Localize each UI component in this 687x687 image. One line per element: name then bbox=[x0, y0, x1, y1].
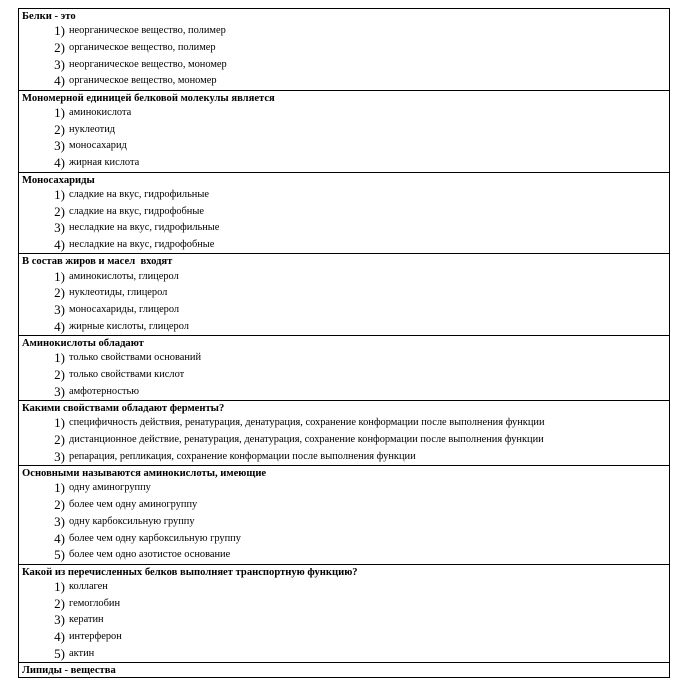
question-text: Основными называются аминокислоты, имеющие bbox=[22, 468, 267, 480]
option-text: более чем одну карбоксильную группу bbox=[69, 532, 241, 544]
option-number: 1) bbox=[54, 578, 65, 594]
answer-option bbox=[19, 645, 669, 662]
answer-option bbox=[19, 530, 669, 547]
answer-option bbox=[19, 367, 669, 384]
option-number: 3) bbox=[54, 448, 65, 464]
option-number: 2) bbox=[54, 497, 65, 513]
option-number: 3) bbox=[54, 56, 65, 72]
question-block bbox=[19, 401, 669, 466]
option-number: 3) bbox=[54, 138, 65, 154]
answer-option bbox=[19, 595, 669, 612]
option-number: 5) bbox=[54, 547, 65, 563]
option-text: кератин bbox=[69, 614, 104, 626]
answer-option bbox=[19, 497, 669, 514]
option-text: жирные кислоты, глицерол bbox=[69, 320, 189, 332]
answer-option bbox=[19, 203, 669, 220]
option-number: 1) bbox=[54, 350, 65, 366]
option-number: 3) bbox=[54, 513, 65, 529]
answer-option bbox=[19, 432, 669, 449]
option-number: 1) bbox=[54, 268, 65, 284]
option-number: 3) bbox=[54, 612, 65, 628]
option-text: органическое вещество, мономер bbox=[69, 75, 217, 87]
answer-option bbox=[19, 629, 669, 646]
answer-option bbox=[19, 105, 669, 122]
option-number: 4) bbox=[54, 155, 65, 171]
option-text: более чем одно азотистое основание bbox=[69, 549, 231, 561]
option-number: 1) bbox=[54, 480, 65, 496]
option-number: 5) bbox=[54, 645, 65, 661]
answer-option bbox=[19, 187, 669, 204]
answer-option bbox=[19, 121, 669, 138]
answer-option bbox=[19, 73, 669, 90]
question-text: Какой из перечисленных белков выполняет транспортную функцию? bbox=[22, 566, 358, 578]
option-text: интерферон bbox=[69, 630, 122, 642]
option-text: сладкие на вкус, гидрофобные bbox=[69, 205, 204, 217]
quiz-table bbox=[18, 8, 670, 678]
option-text: несладкие на вкус, гидрофобные bbox=[69, 238, 215, 250]
answer-option bbox=[19, 547, 669, 564]
option-text: моносахарид bbox=[69, 140, 127, 152]
option-text: неорганическое вещество, мономер bbox=[69, 58, 227, 70]
answer-option bbox=[19, 40, 669, 57]
question-block bbox=[19, 466, 669, 564]
answer-option bbox=[19, 318, 669, 335]
option-text: неорганическое вещество, полимер bbox=[69, 25, 226, 37]
option-number: 3) bbox=[54, 383, 65, 399]
option-text: гемоглобин bbox=[69, 597, 121, 609]
option-text: моносахариды, глицерол bbox=[69, 303, 180, 315]
answer-option bbox=[19, 514, 669, 531]
answer-option bbox=[19, 237, 669, 254]
answer-option bbox=[19, 612, 669, 629]
option-number: 4) bbox=[54, 73, 65, 89]
option-number: 2) bbox=[54, 595, 65, 611]
option-text: аминокислота bbox=[69, 107, 132, 119]
option-number: 4) bbox=[54, 628, 65, 644]
option-text: дистанционное действие, ренатурация, денатурация, сохранение конформации после выполнения функции bbox=[69, 434, 544, 446]
answer-option bbox=[19, 579, 669, 596]
answer-option bbox=[19, 155, 669, 172]
option-text: репарация, репликация, сохранение конформации после выполнения функции bbox=[69, 450, 416, 462]
answer-option bbox=[19, 285, 669, 302]
option-text: сладкие на вкус, гидрофильные bbox=[69, 188, 209, 200]
option-text: более чем одну аминогруппу bbox=[69, 499, 198, 511]
option-number: 1) bbox=[54, 186, 65, 202]
option-number: 2) bbox=[54, 40, 65, 56]
answer-option bbox=[19, 302, 669, 319]
option-text: одну карбоксильную группу bbox=[69, 515, 195, 527]
answer-option bbox=[19, 383, 669, 400]
answer-option bbox=[19, 138, 669, 155]
question-text: Мономерной единицей белковой молекулы является bbox=[22, 92, 275, 104]
answer-option bbox=[19, 23, 669, 40]
answer-option bbox=[19, 268, 669, 285]
answer-option bbox=[19, 448, 669, 465]
option-text: нуклеотиды, глицерол bbox=[69, 287, 168, 299]
question-text: Белки - это bbox=[22, 11, 76, 22]
option-number: 4) bbox=[54, 530, 65, 546]
option-text: только свойствами кислот bbox=[69, 369, 185, 381]
option-number: 2) bbox=[54, 285, 65, 301]
question-text: Липиды - вещества bbox=[22, 665, 116, 676]
question-block bbox=[19, 336, 669, 401]
question-text: Моносахариды bbox=[22, 174, 95, 186]
option-number: 1) bbox=[54, 23, 65, 39]
option-text: амфотерностью bbox=[69, 385, 139, 397]
answer-option bbox=[19, 56, 669, 73]
option-number: 4) bbox=[54, 236, 65, 252]
question-text: Какими свойствами обладают ферменты? bbox=[22, 403, 225, 415]
answer-option bbox=[19, 220, 669, 237]
option-number: 1) bbox=[54, 105, 65, 121]
option-number: 3) bbox=[54, 301, 65, 317]
question-block bbox=[19, 663, 669, 678]
question-block bbox=[19, 91, 669, 173]
question-block bbox=[19, 173, 669, 255]
option-text: несладкие на вкус, гидрофильные bbox=[69, 222, 220, 234]
option-number: 2) bbox=[54, 367, 65, 383]
option-text: аминокислоты, глицерол bbox=[69, 270, 179, 282]
option-text: актин bbox=[69, 647, 95, 659]
answer-option bbox=[19, 350, 669, 367]
question-block bbox=[19, 9, 669, 91]
option-number: 2) bbox=[54, 203, 65, 219]
answer-option bbox=[19, 480, 669, 497]
option-text: жирная кислота bbox=[69, 157, 140, 169]
option-text: только свойствами оснований bbox=[69, 352, 202, 364]
question-block bbox=[19, 565, 669, 663]
question-text: Аминокислоты обладают bbox=[22, 338, 144, 349]
answer-option bbox=[19, 415, 669, 432]
question-text: В состав жиров и масел входят bbox=[22, 256, 173, 268]
option-text: нуклеотид bbox=[69, 123, 116, 135]
question-block bbox=[19, 254, 669, 336]
option-number: 4) bbox=[54, 318, 65, 334]
option-number: 2) bbox=[54, 121, 65, 137]
option-text: органическое вещество, полимер bbox=[69, 42, 216, 54]
option-text: специфичность действия, ренатурация, денатурация, сохранение конформации после выполнения функции bbox=[69, 417, 545, 429]
option-number: 3) bbox=[54, 220, 65, 236]
option-text: коллаген bbox=[69, 580, 108, 592]
option-number: 1) bbox=[54, 415, 65, 431]
option-number: 2) bbox=[54, 432, 65, 448]
option-text: одну аминогруппу bbox=[69, 482, 151, 494]
